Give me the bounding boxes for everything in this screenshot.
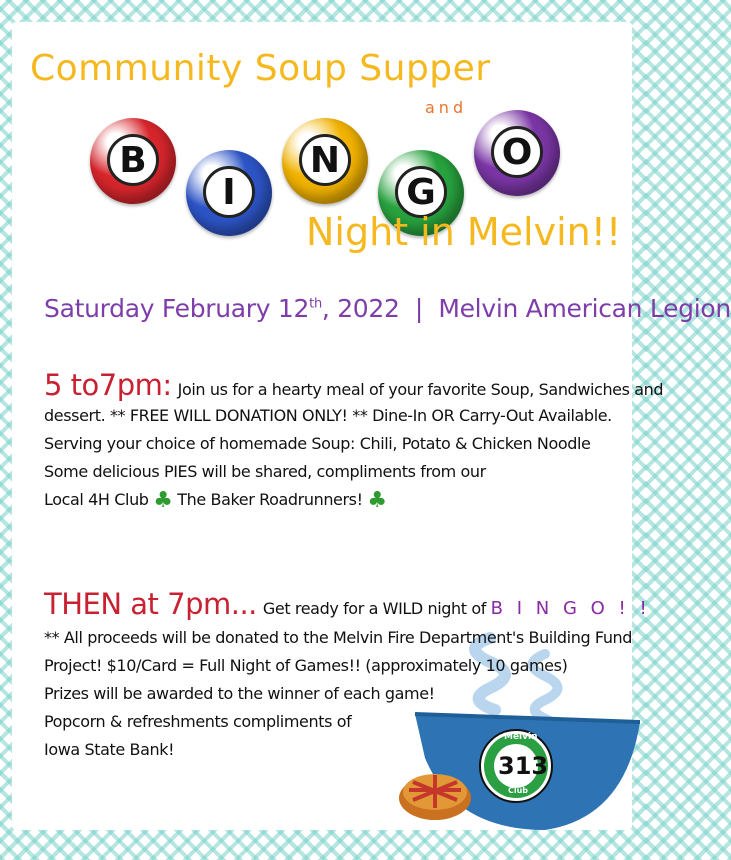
logo-bottom-text: Club <box>508 786 529 795</box>
date-location-line <box>44 294 731 323</box>
location-text: , 2022 | Melvin American Legion <box>321 294 731 323</box>
bingo-word: B I N G O ! ! <box>490 598 651 619</box>
supper-line: Serving your choice of homemade Soup: Chili, Potato & Chicken Noodle <box>44 434 591 453</box>
logo-top-text: Melvin <box>504 732 538 742</box>
bingo-ball-n <box>282 118 368 204</box>
supper-heading: 5 to7pm: <box>44 368 172 402</box>
bingo-intro: Get ready for a WILD night of <box>262 599 486 618</box>
supper-section <box>44 368 664 514</box>
clover-icon: ♣ <box>367 488 387 513</box>
bingo-line: Prizes will be awarded to the winner of each game! <box>44 684 435 703</box>
supper-line: dessert. ** FREE WILL DONATION ONLY! ** Dine-In OR Carry-Out Available. <box>44 406 612 425</box>
clover-icon: ♣ <box>153 488 173 513</box>
bingo-section <box>44 584 651 764</box>
bingo-heading: THEN at 7pm... <box>44 587 257 621</box>
bingo-balls <box>90 110 570 213</box>
bingo-ball-letter: I <box>203 166 255 218</box>
logo-number: 313 <box>498 752 549 780</box>
bingo-line: Project! $10/Card = Full Night of Games!! (approximately 10 games) <box>44 656 568 675</box>
bingo-ball-letter: N <box>299 134 351 186</box>
date-ordinal: th <box>309 296 322 312</box>
bingo-ball-letter: G <box>395 166 447 218</box>
bingo-ball-i <box>186 150 272 236</box>
supper-line: Local 4H Club <box>44 490 149 509</box>
supper-line: Some delicious PIES will be shared, compliments from our <box>44 462 486 481</box>
bingo-ball-o <box>474 110 560 196</box>
bingo-ball-b <box>90 118 176 204</box>
supper-line: Join us for a hearty meal of your favorite Soup, Sandwiches and <box>177 380 664 399</box>
title-and: and <box>425 98 468 117</box>
bingo-line: Iowa State Bank! <box>44 740 175 759</box>
title-line1: Community Soup Supper <box>30 48 491 89</box>
bingo-ball-letter: B <box>107 134 159 186</box>
bingo-ball-letter: O <box>491 126 543 178</box>
title-line2: Night in Melvin!! <box>306 210 622 254</box>
date-text: Saturday February 12 <box>44 294 310 323</box>
bingo-line: Popcorn & refreshments compliments of <box>44 712 352 731</box>
supper-line: The Baker Roadrunners! <box>177 490 363 509</box>
bingo-line: ** All proceeds will be donated to the Melvin Fire Department's Building Fund <box>44 628 633 647</box>
